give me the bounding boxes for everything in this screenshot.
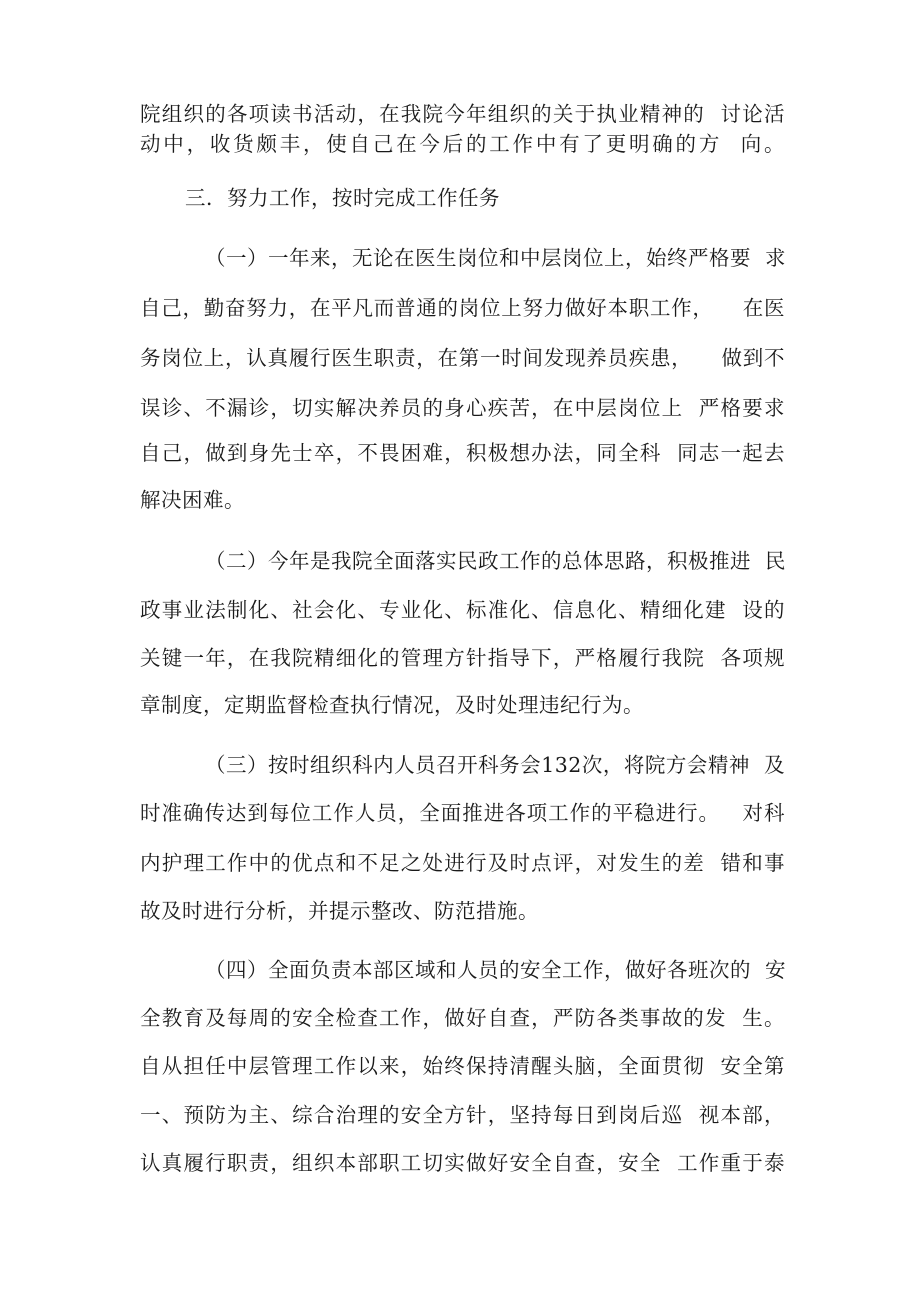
text-line: 全教育及每周的安全检查工作，做好自查，严防各类事故的发 生。 (140, 1006, 785, 1030)
text-line: 内护理工作中的优点和不足之处进行及时点评，对发生的差 错和事 (140, 851, 785, 875)
section-heading: 三．努力工作，按时完成工作任务 (185, 186, 500, 210)
text-line: 章制度，定期监督检查执行情况，及时处理违纪行为。 (140, 693, 644, 717)
text-line: 时准确传达到每位工作人员，全面推进各项工作的平稳进行。 对科 (140, 801, 785, 825)
text-line: 政事业法制化、社会化、专业化、标准化、信息化、精细化建 设的 (140, 598, 785, 622)
paragraph-start: （四）全面负责本部区域和人员的安全工作，做好各班次的 安 (205, 958, 787, 982)
text-line: 解决困难。 (140, 488, 245, 512)
text-line: 务岗位上，认真履行医生职责，在第一时间发现养员疾患， 做到不 (140, 346, 785, 370)
text-line: 认真履行职责，组织本部职工切实做好安全自查，安全 工作重于泰 (140, 1151, 785, 1175)
text-line: 一、预防为主、综合治理的安全方针，坚持每日到岗后巡 视本部， (140, 1103, 785, 1127)
text-line: 动中，收货颇丰，使自己在今后的工作中有了更明确的方 向。 (140, 132, 785, 156)
paragraph-start: （一）一年来，无论在医生岗位和中层岗位上，始终严格要 求 (205, 246, 787, 270)
text-line: 故及时进行分析，并提示整改、防范措施。 (140, 899, 539, 923)
paragraph-start: （二）今年是我院全面落实民政工作的总体思路，积极推进 民 (205, 549, 787, 573)
text-line: 自己，勤奋努力，在平凡而普通的岗位上努力做好本职工作， 在医 (140, 296, 785, 320)
text-line: 关键一年，在我院精细化的管理方针指导下，严格履行我院 各项规 (140, 646, 785, 670)
paragraph-start: （三）按时组织科内人员召开科务会132次，将院方会精神 及 (205, 753, 785, 777)
text-line: 院组织的各项读书活动，在我院今年组织的关于执业精神的 讨论活 (140, 102, 785, 126)
text-line: 自从担任中层管理工作以来，始终保持清醒头脑，全面贯彻 安全第 (140, 1054, 785, 1078)
text-line: 误诊、不漏诊，切实解决养员的身心疾苦，在中层岗位上 严格要求 (140, 396, 785, 420)
text-line: 自己，做到身先士卒，不畏困难，积极想办法，同全科 同志一起去 (140, 441, 785, 465)
